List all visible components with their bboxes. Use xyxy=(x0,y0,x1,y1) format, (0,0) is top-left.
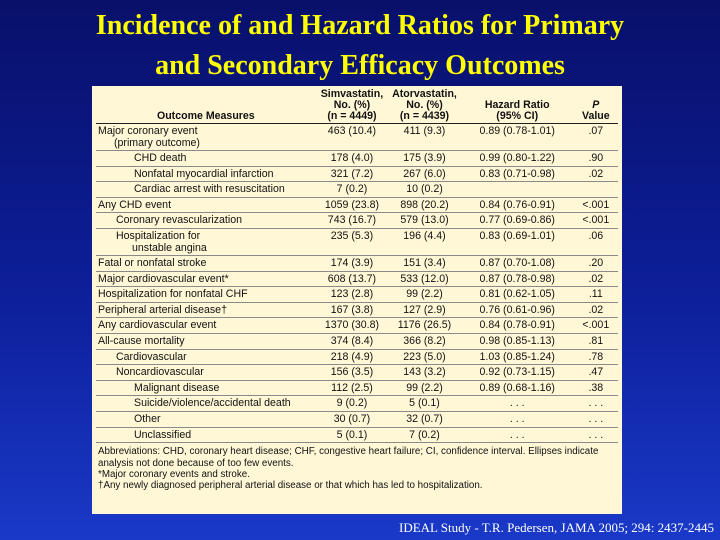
header-p-value: P Value xyxy=(581,99,610,122)
table-footnotes xyxy=(96,446,618,492)
table-row: Cardiovascular 218 (4.9) 223 (5.0) 1.03 (0.85-1.24) .78 xyxy=(96,349,618,365)
table-row: Malignant disease 112 (2.5) 99 (2.2) 0.89 (0.68-1.16) .38 xyxy=(96,380,618,396)
table-row: Hospitalization for unstable angina 235 (5.3) 196 (4.4) 0.83 (0.69-1.01) .06 xyxy=(96,228,618,255)
table-row: Nonfatal myocardial infarction 321 (7.2) 267 (6.0) 0.83 (0.71-0.98) .02 xyxy=(96,166,618,182)
header-hazard-ratio: Hazard Ratio (95% CI) xyxy=(484,99,550,122)
header-simvastatin: Simvastatin, No. (%) (n = 4449) xyxy=(320,88,384,122)
table-row: Peripheral arterial disease† 167 (3.8) 127 (2.9) 0.76 (0.61-0.96) .02 xyxy=(96,302,618,318)
footnote-star: *Major coronary events and stroke. xyxy=(98,468,250,480)
table-row: Noncardiovascular 156 (3.5) 143 (3.2) 0.92 (0.73-1.15) .47 xyxy=(96,365,618,381)
table-row: Other 30 (0.7) 32 (0.7) . . . . . . xyxy=(96,411,618,427)
table-panel xyxy=(92,86,622,514)
table-row: Fatal or nonfatal stroke 174 (3.9) 151 (3.4) 0.87 (0.70-1.08) .20 xyxy=(96,255,618,271)
table-row: Major cardiovascular event* 608 (13.7) 533 (12.0) 0.87 (0.78-0.98) .02 xyxy=(96,271,618,287)
table-row: Coronary revascularization 743 (16.7) 579 (13.0) 0.77 (0.69-0.86) <.001 xyxy=(96,213,618,229)
table-row: Suicide/violence/accidental death 9 (0.2) 5 (0.1) . . . . . . xyxy=(96,396,618,412)
header-atorvastatin: Atorvastatin, No. (%) (n = 4439) xyxy=(392,88,457,122)
table-row: Hospitalization for nonfatal CHF 123 (2.8) 99 (2.2) 0.81 (0.62-1.05) .11 xyxy=(96,287,618,303)
table-row: Major coronary event (primary outcome) 463 (10.4) 411 (9.3) 0.89 (0.78-1.01) .07 xyxy=(96,124,618,151)
table-row: CHD death 178 (4.0) 175 (3.9) 0.99 (0.80-1.22) .90 xyxy=(96,151,618,167)
outcomes-table xyxy=(96,89,618,443)
table-row: Any cardiovascular event 1370 (30.8) 1176 (26.5) 0.84 (0.78-0.91) <.001 xyxy=(96,318,618,334)
table-row: All-cause mortality 374 (8.4) 366 (8.2) 0.98 (0.85-1.13) .81 xyxy=(96,333,618,349)
table-header-row xyxy=(96,89,618,124)
table-row: Unclassified 5 (0.1) 7 (0.2) . . . . . . xyxy=(96,427,618,443)
title-line-2: and Secondary Efficacy Outcomes xyxy=(155,50,565,81)
title-line-1: Incidence of and Hazard Ratios for Primary xyxy=(95,10,625,41)
slide-title xyxy=(0,6,720,86)
footnote-abbreviations: Abbreviations: CHD, coronary heart disease; CHF, congestive heart failure; CI, confidence interval. Ellipses indicate analysis not done because of too few events. xyxy=(98,446,599,469)
table-row: Any CHD event 1059 (23.8) 898 (20.2) 0.84 (0.76-0.91) <.001 xyxy=(96,197,618,213)
header-outcome: Outcome Measures xyxy=(156,110,255,122)
citation: IDEAL Study - T.R. Pedersen, JAMA 2005; 294: 2437-2445 xyxy=(399,520,714,535)
footnote-dagger: †Any newly diagnosed peripheral arterial disease or that which has led to hospitalization. xyxy=(98,480,483,492)
table-row: Cardiac arrest with resuscitation 7 (0.2) 10 (0.2) xyxy=(96,182,618,198)
